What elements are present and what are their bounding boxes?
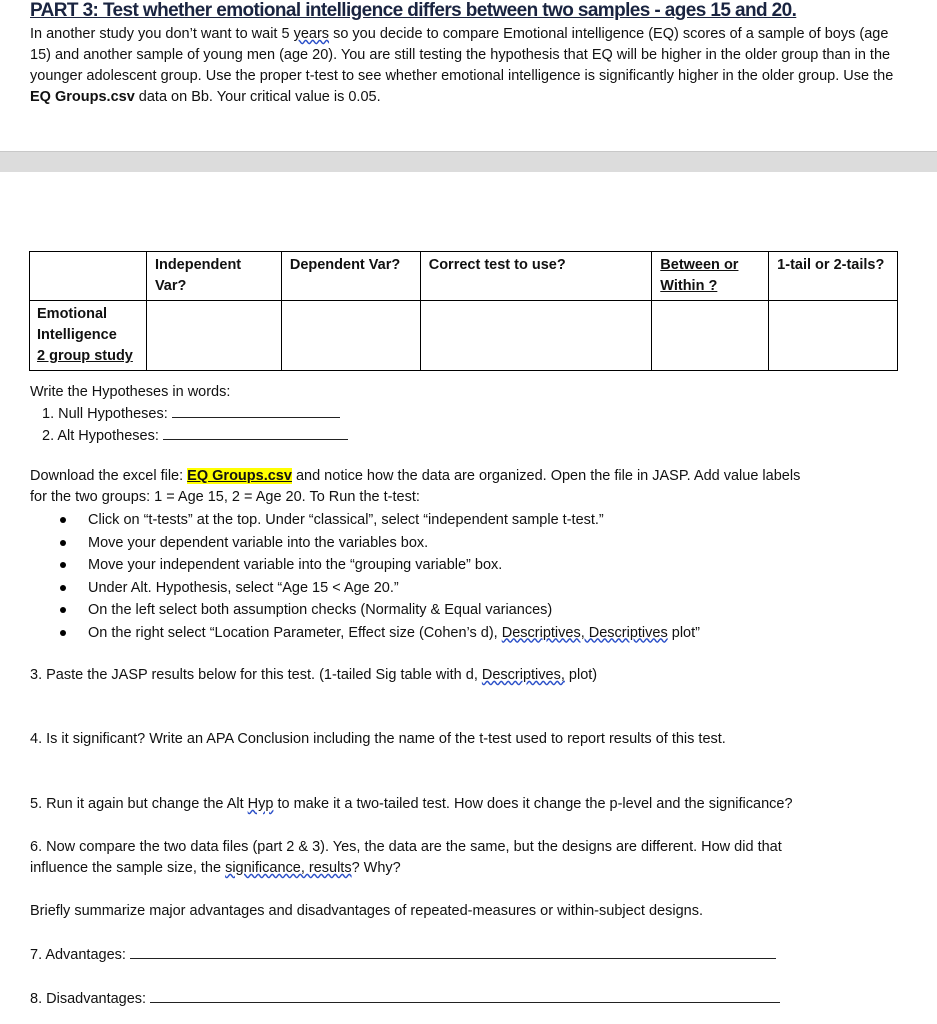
download-text-2: and notice how the data are organized. Open the file in JASP. Add value labels [291,468,801,484]
table-header-cell [652,252,769,301]
bullet-icon [60,562,66,568]
intro-file-name: EQ Groups.csv [30,89,135,105]
intro-years: years [293,26,330,42]
section-divider [0,151,937,172]
table-header-cell: Independent Var? [146,252,281,301]
disadvantages-label: 8. Disadvantages: [30,991,147,1007]
q3-text-2: plot) [564,667,598,683]
step-text: On the left select both assumption checks (Normality & Equal variances) [88,602,553,618]
question-6: 6. Now compare the two data files (part 2 & 3). Yes, the data are the same, but the designs are different. How did that [30,839,782,855]
answer-cell-between-within[interactable] [652,301,769,371]
row-label-line-2: Intelligence [37,327,117,343]
step-text: Move your independent variable into the “grouping variable” box. [88,557,503,573]
bullet-icon [60,630,66,636]
table-header-cell: Dependent Var? [281,252,420,301]
bullet-icon [60,540,66,546]
list-item [30,577,700,600]
summary-prompt: Briefly summarize major advantages and disadvantages of repeated-measures or within-subject designs. [30,903,703,919]
null-hypothesis-label: 1. Null Hypotheses: [42,406,168,422]
answer-cell-independent-var[interactable] [146,301,281,371]
alt-hypothesis-blank[interactable] [163,425,348,440]
advantages-blank[interactable] [130,944,776,959]
step-text-end: plot” [667,624,700,641]
between-within-header: Between or Within ? [660,257,739,294]
step-text: Click on “t-tests” at the top. Under “classical”, select “independent sample t-test.” [88,512,604,528]
list-item [30,509,700,532]
intro-text-3: data on Bb. Your critical value is 0.05. [134,89,381,105]
bullet-icon [60,585,66,591]
question-4: 4. Is it significant? Write an APA Conclusion including the name of the t-test used to report results of this test. [30,731,726,747]
answer-cell-tails[interactable] [769,301,898,371]
q5-text-2: to make it a two-tailed test. How does it change the p-level and the significance? [273,796,793,812]
q6-spell: significance, results [225,860,352,876]
null-hypothesis-blank[interactable] [172,403,340,418]
download-instructions-2: for the two groups: 1 = Age 15, 2 = Age 20. To Run the t-test: [30,489,420,505]
list-item [30,554,700,577]
q6-text-2: influence the sample size, the [30,860,226,876]
question-6-line-2 [30,858,401,879]
hypotheses-heading: Write the Hypotheses in words: [30,384,231,400]
table-row [30,301,898,371]
q5-spell: Hyp [247,796,274,812]
question-3 [30,665,597,686]
bullet-icon [60,607,66,613]
null-hypothesis-line [42,403,340,425]
row-label-line-1: Emotional [37,306,108,322]
download-file-name: EQ Groups.csv [187,468,292,484]
q3-text-1: 3. Paste the JASP results below for this test. (1-tailed Sig table with d, [30,667,482,683]
q6-text-3: ? Why? [351,860,401,876]
disadvantages-blank[interactable] [150,988,780,1003]
intro-text-1: In another study you don’t want to wait 5 [30,26,294,42]
alt-hypothesis-line [42,425,348,447]
question-5 [30,794,793,815]
download-text-1: Download the excel file: [30,468,188,484]
list-item [30,532,700,555]
download-instructions [30,466,800,487]
question-7 [30,944,776,966]
question-8 [30,988,780,1010]
list-item [30,599,700,622]
bullet-icon [60,517,66,523]
table-row-label [30,301,147,371]
q3-spell: Descriptives, [481,667,565,683]
q5-text-1: 5. Run it again but change the Alt [30,796,248,812]
step-text: Under Alt. Hypothesis, select “Age 15 < Age 20.” [88,579,399,596]
answer-cell-dependent-var[interactable] [281,301,420,371]
answer-cell-correct-test[interactable] [420,301,652,371]
advantages-label: 7. Advantages: [30,947,126,963]
step-text-spell: Descriptives, Descriptives [501,624,668,641]
list-item [30,622,700,645]
intro-text-2: so you decide to compare Emotional intelligence (EQ) scores of a sample of boys (age 15) and another sample of young men (age 20). You are still testing the hypothesis that EQ will be higher in the older group than in the younger adolescent group. Use the proper t-test to see whether emotional intelligence is significantly higher in the older group. Use the [30,26,894,84]
step-list [30,509,700,644]
table-header-cell: Correct test to use? [420,252,652,301]
step-text: On the right select “Location Parameter, Effect size (Cohen’s d), [88,624,502,641]
table-header-cell [30,252,147,301]
design-table [29,251,898,371]
table-header-cell: 1-tail or 2-tails? [769,252,898,301]
table-header-row [30,252,898,301]
step-text: Move your dependent variable into the variables box. [88,534,429,551]
page-title: PART 3: Test whether emotional intelligence differs between two samples - ages 15 and 20. [30,0,797,21]
alt-hypothesis-label: 2. Alt Hypotheses: [42,428,159,444]
intro-paragraph [30,24,910,108]
row-label-line-3: 2 group study [37,348,133,364]
